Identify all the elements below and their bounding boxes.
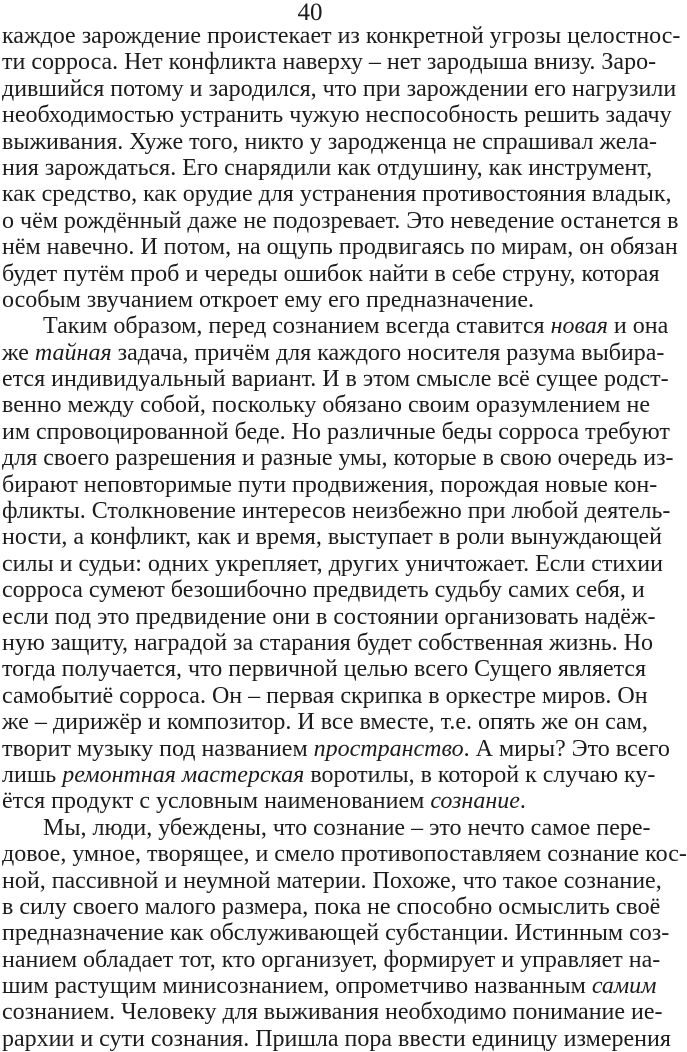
text-line (2, 761, 656, 788)
text-run: воротилы, в которой к случаю ку- (304, 761, 656, 788)
text-line: ется индивидуальный вариант. И в этом смысле всё сущее родст- (2, 366, 669, 393)
text-line (2, 313, 669, 340)
italic-text: ремонтная мастерская (62, 761, 305, 788)
text-line: ти сорроса. Нет конфликта наверху – нет зародыша внизу. Заро- (2, 49, 657, 76)
text-line: будет путём проб и череды ошибок найти в себе струну, которая (2, 260, 660, 287)
text-line: каждое зарождение проистекает из конкретной угрозы целостнос- (2, 23, 681, 49)
italic-text: самим (591, 973, 657, 1000)
text-line: ную защиту, наградой за старания будет собственная жизнь. Но (2, 629, 654, 656)
text-line: Мы, люди, убеждены, что сознание – это нечто самое пере- (43, 814, 651, 841)
text-line: в силу своего малого размера, пока не способно осмыслить своё (2, 893, 661, 920)
body-text (2, 23, 687, 1052)
italic-text: новая (550, 313, 608, 340)
text-line: фликты. Столкновение интересов неизбежно при любой деятель- (2, 498, 671, 525)
text-line: дившийся потому и зародился, что при зарождении его нагрузили (2, 75, 677, 102)
text-run: . А миры? Это всего (463, 735, 670, 762)
text-line: сорроса сумеют безошибочно предвидеть судьбу самих себя, и (2, 577, 645, 604)
text-run: шим растущим минисознанием, опрометчиво названным (2, 973, 592, 1000)
text-line: рархии и сути сознания. Пришла пора ввести единицу измерения (2, 1025, 671, 1052)
text-line: выживания. Хуже того, никто у зародженца не спрашивал жела- (2, 128, 657, 155)
text-line: необходимостью устранить чужую неспособность решить задачу (2, 102, 672, 129)
italic-text: пространство (313, 735, 464, 762)
text-run: лишь (2, 761, 63, 788)
text-run: Таким образом, перед сознанием всегда ставится (43, 313, 551, 340)
text-line: сознанием. Человеку для выживания необходимо понимание ие- (2, 999, 663, 1026)
text-line: если под это предвидение они в состоянии организовать надёж- (2, 603, 656, 630)
text-line: особым звучанием откроет ему его предназначение. (2, 286, 534, 313)
text-line: предназначение как обслуживающей субстанции. Истинным соз- (2, 920, 670, 947)
text-line: ной, пассивной и неумной материи. Похоже, что такое сознание, (2, 867, 662, 894)
text-line (2, 788, 617, 814)
text-run: же (2, 339, 35, 366)
text-run: задача, причём для каждого носителя разума выбира- (111, 339, 665, 366)
text-line: бирают неповторимые пути продвижения, порождая новые кон- (2, 471, 658, 498)
text-line: ния зарождаться. Его снарядили как отдушину, как инструмент, (2, 154, 653, 181)
text-run: . (519, 788, 526, 815)
text-line: им спровоцированной беде. Но различные беды сорроса требуют (2, 418, 670, 445)
text-line: тогда получается, что первичной целью всего Сущего является (2, 656, 647, 683)
italic-text: тайная (34, 339, 112, 366)
text-line: нанием обладает тот, кто организует, формирует и управляет на- (2, 946, 661, 973)
text-run: ётся продукт с условным наименованием (2, 788, 431, 815)
text-line: ности, а конфликт, как и время, выступает в роли вынуждающей (2, 524, 662, 551)
text-line: венно между собой, поскольку обязано своим оразумлением не (2, 392, 650, 419)
italic-text: сознание (430, 788, 520, 815)
text-line: силы и судьи: одних укрепляет, других уничтожает. Если стихии (2, 550, 663, 577)
text-line: нём навечно. И потом, на ощупь продвигаясь по мирам, он обязан (2, 234, 678, 261)
text-line: о чём рождённый даже не подозревает. Это неведение останется в (2, 207, 679, 234)
text-line: довое, умное, творящее, и смело противопоставляем сознание кос- (2, 841, 687, 868)
text-line (2, 973, 657, 1000)
text-line: же – дирижёр и композитор. И все вместе, т.е. опять же он сам, (2, 709, 648, 736)
text-run: творит музыку под названием (2, 735, 314, 762)
text-line (2, 735, 670, 762)
page-number: 40 (297, 0, 323, 26)
text-line (2, 339, 665, 366)
text-run: и она (607, 313, 669, 340)
text-line: как средство, как орудие для устранения противостояния владык, (2, 181, 672, 208)
text-line: для своего разрешения и разные умы, которые в свою очередь из- (2, 445, 674, 472)
text-line: самобытиё сорроса. Он – первая скрипка в оркестре миров. Он (2, 682, 648, 709)
